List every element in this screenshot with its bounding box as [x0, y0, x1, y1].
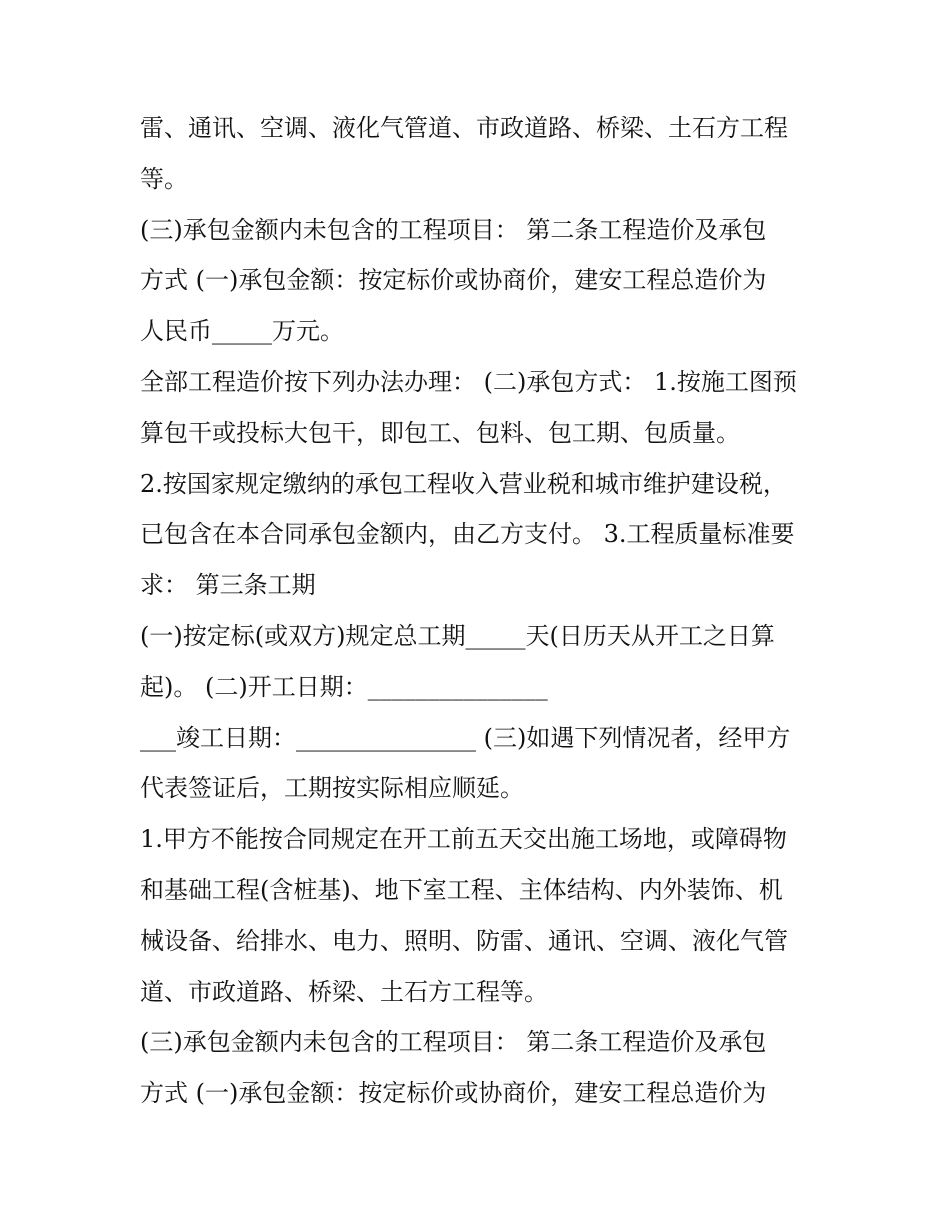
- text-line: 械设备、给排水、电力、照明、防雷、通讯、空调、液化气管: [140, 926, 788, 955]
- text-line: 1.甲方不能按合同规定在开工前五天交出施工场地，或障碍物: [140, 825, 787, 854]
- text-line: 方式 (一)承包金额：按定标价或协商价，建安工程总造价为: [140, 1079, 767, 1108]
- text-line: ___竣工日期：_______________ (三)如遇下列情况者，经甲方: [140, 723, 791, 752]
- text-line: 代表签证后，工期按实际相应顺延。: [140, 774, 524, 803]
- text-line: 雷、通讯、空调、液化气管道、市政道路、桥梁、土石方工程: [140, 114, 788, 142]
- text-line: 2.按国家规定缴纳的承包工程收入营业税和城市维护建设税，: [140, 469, 787, 498]
- text-line: 和基础工程(含桩基)、地下室工程、主体结构、内外装饰、机: [140, 875, 783, 904]
- document-body: [140, 103, 820, 1119]
- text-line: (三)承包金额内未包含的工程项目： 第二条工程造价及承包: [140, 1028, 767, 1057]
- text-line: 道、市政道路、桥梁、土石方工程等。: [140, 977, 548, 1006]
- text-line: (一)按定标(或双方)规定总工期_____天(日历天从开工之日算: [140, 621, 775, 650]
- text-line: 全部工程造价按下列办法办理： (二)承包方式： 1.按施工图预: [140, 367, 797, 396]
- text-line: 等。: [140, 164, 188, 193]
- text-line: 算包干或投标大包干，即包工、包料、包工期、包质量。: [140, 418, 740, 447]
- text-line: 起)。 (二)开工日期：_______________: [140, 672, 548, 701]
- text-line: 方式 (一)承包金额：按定标价或协商价，建安工程总造价为: [140, 266, 767, 295]
- text-line: 求： 第三条工期: [140, 571, 316, 600]
- text-line: 人民币_____万元。: [140, 317, 344, 346]
- text-line: (三)承包金额内未包含的工程项目： 第二条工程造价及承包: [140, 215, 767, 244]
- text-line: 已包含在本合同承包金额内，由乙方支付。 3.工程质量标准要: [140, 520, 795, 549]
